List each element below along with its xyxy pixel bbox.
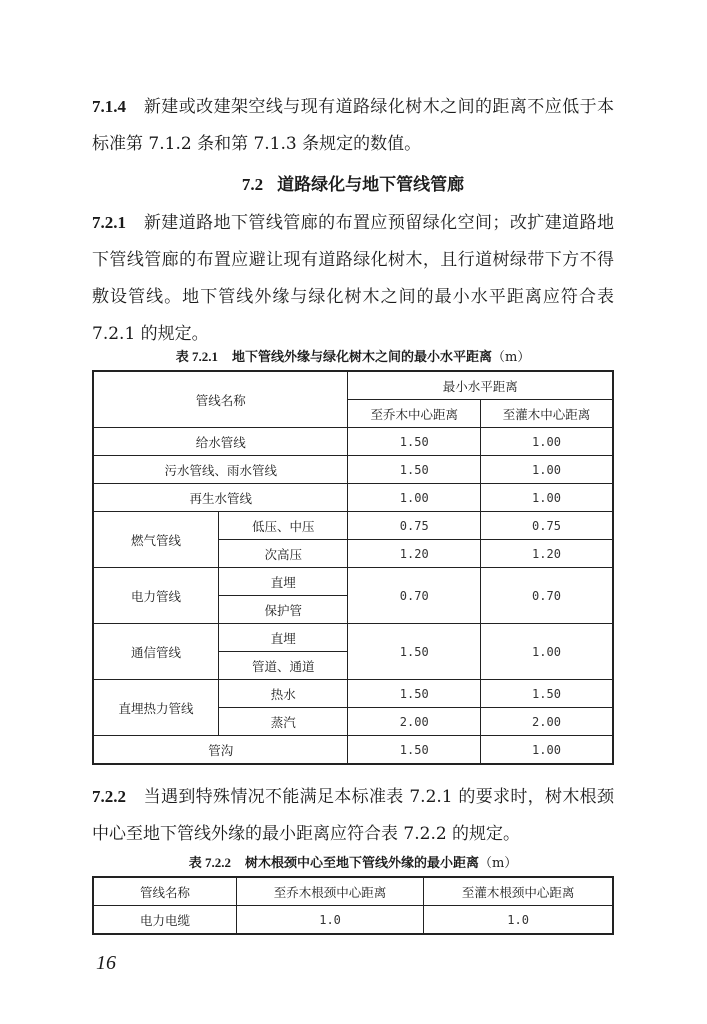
pipe-subtype: 直埋	[218, 568, 348, 596]
shrub-distance: 1.00	[480, 736, 613, 765]
pipe-name: 电力电缆	[93, 906, 236, 935]
table-row	[93, 512, 613, 540]
table-row	[93, 568, 613, 596]
pipe-subtype: 管道、通道	[218, 652, 348, 680]
page-number: 16	[96, 952, 116, 974]
table-row	[93, 456, 613, 484]
tree-distance: 0.70	[348, 568, 481, 624]
shrub-distance: 1.50	[480, 680, 613, 708]
pipe-name: 燃气管线	[93, 512, 218, 568]
tree-distance: 1.20	[348, 540, 481, 568]
header-pipe-name: 管线名称	[93, 371, 348, 428]
header-to-shrub-root: 至灌木根颈中心距离	[424, 877, 613, 906]
table-row	[93, 680, 613, 708]
table-unit: （m）	[491, 350, 531, 365]
pipe-subtype: 次高压	[218, 540, 348, 568]
tree-distance: 0.75	[348, 512, 481, 540]
clause-7-1-4	[92, 88, 614, 163]
shrub-distance: 0.70	[480, 568, 613, 624]
table-number: 表 7.2.1	[175, 349, 218, 364]
table-unit: （m）	[478, 856, 518, 871]
tree-distance: 1.50	[348, 736, 481, 765]
table-title: 树木根颈中心至地下管线外缘的最小距离	[244, 856, 479, 871]
header-min-distance: 最小水平距离	[348, 371, 613, 400]
pipe-name: 污水管线、雨水管线	[93, 456, 348, 484]
section-heading	[92, 170, 614, 195]
table-number: 表 7.2.2	[188, 855, 231, 870]
clause-number: 7.2.2	[92, 787, 126, 806]
header-to-tree: 至乔木中心距离	[348, 400, 481, 428]
tree-distance: 1.50	[348, 428, 481, 456]
shrub-distance: 1.00	[480, 428, 613, 456]
pipe-name: 电力管线	[93, 568, 218, 624]
table-7-2-1	[92, 370, 614, 765]
table-title: 地下管线外缘与绿化树木之间的最小水平距离	[231, 350, 492, 365]
header-pipe-name: 管线名称	[93, 877, 236, 906]
tree-distance: 1.0	[236, 906, 423, 935]
clause-number: 7.2.1	[92, 213, 126, 232]
shrub-distance: 1.00	[480, 456, 613, 484]
shrub-distance: 2.00	[480, 708, 613, 736]
pipe-subtype: 直埋	[218, 624, 348, 652]
pipe-name: 再生水管线	[93, 484, 348, 512]
shrub-distance: 1.0	[424, 906, 613, 935]
table-7-2-1-caption	[92, 346, 614, 365]
shrub-distance: 1.00	[480, 624, 613, 680]
shrub-distance: 1.20	[480, 540, 613, 568]
clause-text: 当遇到特殊情况不能满足本标准表 7.2.1 的要求时，树木根颈中心至地下管线外缘的最小距离应符合表 7.2.2 的规定。	[92, 787, 615, 844]
pipe-subtype: 保护管	[218, 596, 348, 624]
pipe-subtype: 蒸汽	[218, 708, 348, 736]
tree-distance: 1.50	[348, 624, 481, 680]
pipe-subtype: 低压、中压	[218, 512, 348, 540]
tree-distance: 1.50	[348, 456, 481, 484]
clause-7-2-2	[92, 778, 614, 853]
pipe-subtype: 热水	[218, 680, 348, 708]
tree-distance: 2.00	[348, 708, 481, 736]
pipe-name: 管沟	[93, 736, 348, 765]
pipe-name: 直埋热力管线	[93, 680, 218, 736]
header-to-shrub: 至灌木中心距离	[480, 400, 613, 428]
table-row	[93, 906, 613, 935]
table-row	[93, 624, 613, 652]
section-title: 道路绿化与地下管线管廊	[277, 175, 465, 195]
shrub-distance: 1.00	[480, 484, 613, 512]
table-row	[93, 428, 613, 456]
table-row	[93, 484, 613, 512]
shrub-distance: 0.75	[480, 512, 613, 540]
table-7-2-2-caption	[92, 852, 614, 871]
pipe-name: 给水管线	[93, 428, 348, 456]
tree-distance: 1.00	[348, 484, 481, 512]
tree-distance: 1.50	[348, 680, 481, 708]
header-to-tree-root: 至乔木根颈中心距离	[236, 877, 423, 906]
table-row	[93, 736, 613, 765]
section-number: 7.2	[241, 175, 264, 194]
clause-number: 7.1.4	[92, 97, 126, 116]
pipe-name: 通信管线	[93, 624, 218, 680]
table-7-2-2	[92, 876, 614, 935]
clause-text: 新建道路地下管线管廊的布置应预留绿化空间；改扩建道路地下管线管廊的布置应避让现有道路绿化树木，且行道树绿带下方不得敷设管线。地下管线外缘与绿化树木之间的最小水平距离应符合表 7.2.1 的规定。	[92, 213, 615, 344]
clause-7-2-1	[92, 204, 614, 353]
clause-text: 新建或改建架空线与现有道路绿化树木之间的距离不应低于本标准第 7.1.2 条和第 7.1.3 条规定的数值。	[92, 97, 615, 154]
